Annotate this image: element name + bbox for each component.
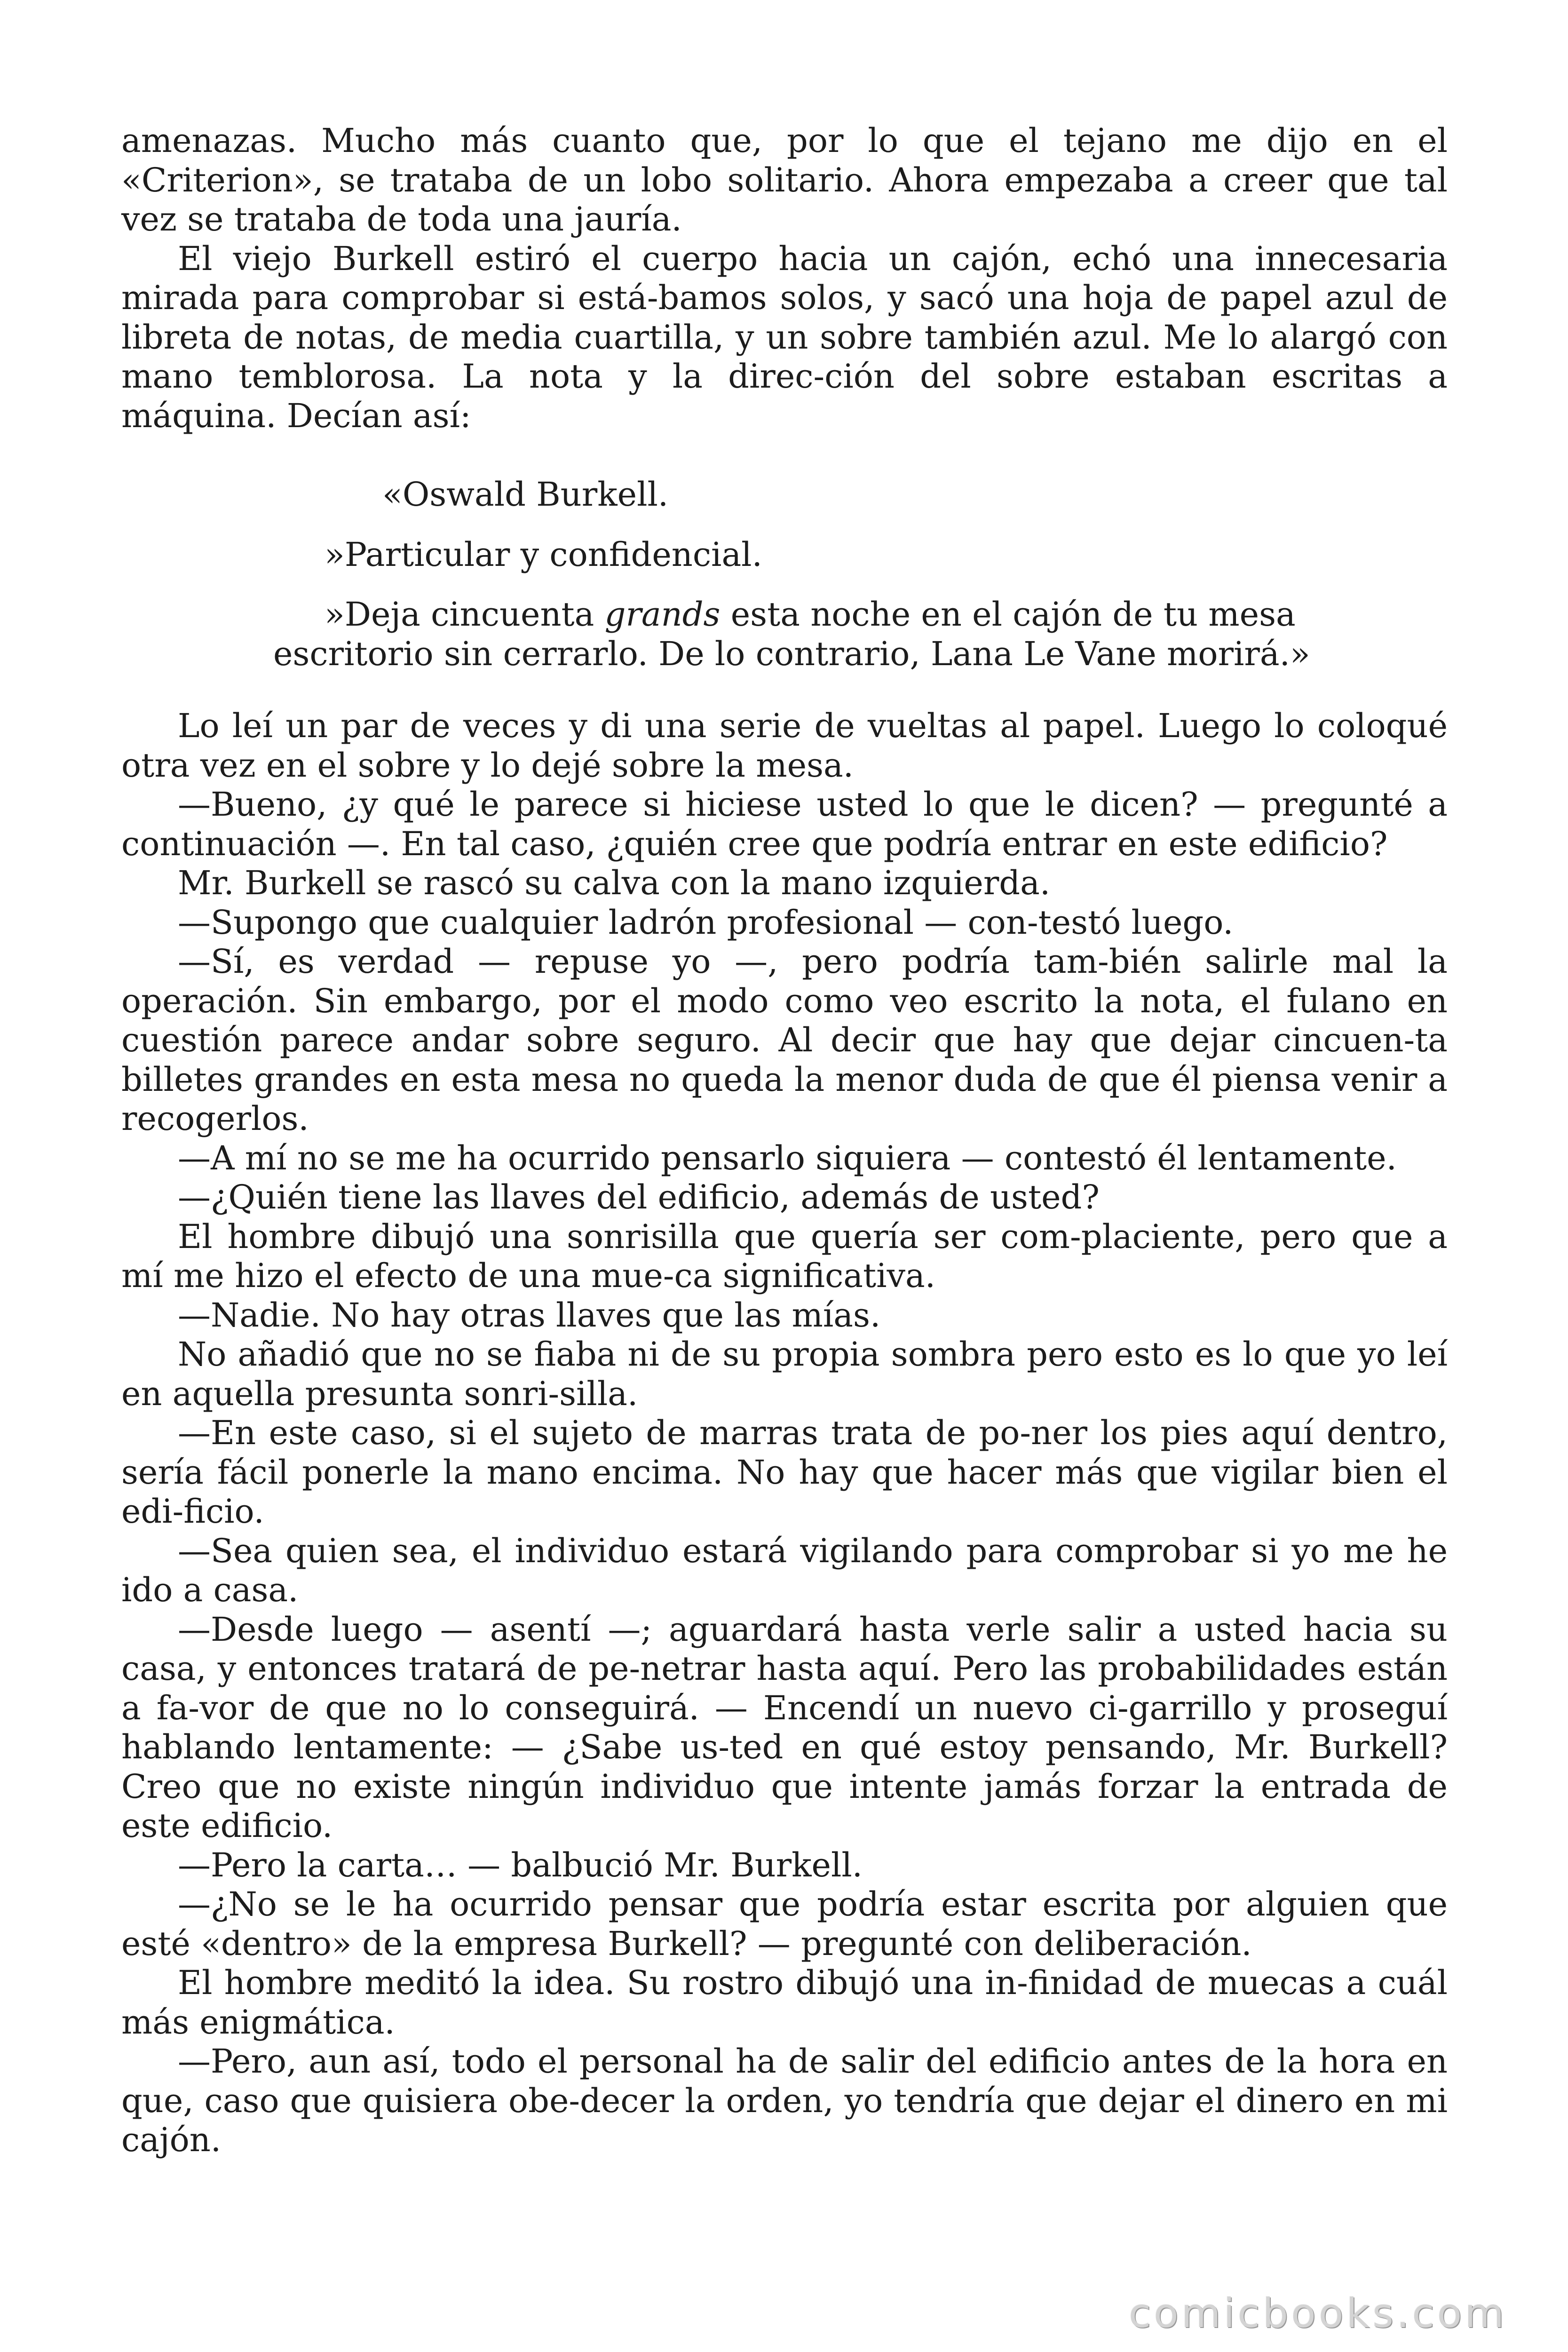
paragraph: —Pero, aun así, todo el personal ha de salir del edificio antes de la hora en que, caso que quisiera obe-decer la orden, yo tendría que dejar el dinero en mi cajón. [121, 2042, 1448, 2159]
letter-body-italic: grands [604, 595, 721, 634]
paragraph: —Sí, es verdad — repuse yo —, pero podría tam-bién salirle mal la operación. Sin embargo, por el modo como veo escrito la nota, el fulano en cuestión parece andar sobre seguro. Al decir que hay que dejar cincuen-ta billetes grandes en esta mesa no queda la menor duda de que él piensa venir a recogerlos. [121, 942, 1448, 1138]
paragraph: Mr. Burkell se rascó su calva con la mano izquierda. [178, 864, 1051, 902]
paragraph: No añadió que no se fiaba ni de su propia sombra pero esto es lo que yo leí en aquella presunta sonri-silla. [121, 1335, 1448, 1413]
paragraph: —Nadie. No hay otras llaves que las mías. [178, 1295, 881, 1335]
paragraph: —¿Quién tiene las llaves del edificio, además de usted? [178, 1178, 1100, 1216]
letter-body-start: »Deja cincuenta [325, 595, 605, 634]
paragraph: —Pero la carta… — balbució Mr. Burkell. [178, 1845, 863, 1884]
paragraph: El hombre meditó la idea. Su rostro dibujó una in-finidad de muecas a cuál más enigmática. [121, 1963, 1448, 2042]
paragraph: Lo leí un par de veces y di una serie de vueltas al papel. Luego lo coloqué otra vez en el sobre y lo dejé sobre la mesa. [121, 707, 1448, 785]
paragraph: —Desde luego — asentí —; aguardará hasta verle salir a usted hacia su casa, y entonces tratará de pe-netrar hasta aquí. Pero las probabilidades están a fa-vor de que no lo conseguirá. — Encendí un nuevo ci-garrillo y proseguí hablando lentamente: — ¿Sabe us-ted en qué estoy pensando, Mr. Burkell? Creo que no existe ningún individuo que intente jamás forzar la entrada de este edificio. [121, 1610, 1448, 1845]
watermark: comicbooks.com [1128, 2290, 1507, 2337]
quoted-letter [121, 475, 1448, 674]
paragraph: —Sea quien sea, el individuo estará vigilando para comprobar si yo me he ido a casa. [121, 1531, 1448, 1609]
paragraph: —Bueno, ¿y qué le parece si hiciese usted lo que le dicen? — pregunté a continuación —. En tal caso, ¿quién cree que podría entrar en este edificio? [121, 785, 1448, 863]
paragraph: El viejo Burkell estiró el cuerpo hacia un cajón, echó una innecesaria mirada para comprobar si está-bamos solos, y sacó una hoja de papel azul de libreta de notas, de media cuartilla, y un sobre también azul. Me lo alargó con mano temblorosa. La nota y la direc-ción del sobre estaban escritas a máquina. Decían así: [121, 239, 1448, 435]
book-page [121, 121, 1448, 2160]
paragraph: —En este caso, si el sujeto de marras trata de po-ner los pies aquí dentro, sería fácil ponerle la mano encima. No hay que hacer más que vigilar bien el edi-ficio. [121, 1414, 1448, 1531]
paragraph: amenazas. Mucho más cuanto que, por lo que el tejano me dijo en el «Criterion», se trataba de un lobo solitario. Ahora empezaba a creer que tal vez se trataba de toda una jauría. [121, 121, 1448, 238]
paragraph: El hombre dibujó una sonrisilla que quería ser com-placiente, pero que a mí me hizo el efecto de una mue-ca significativa. [121, 1217, 1448, 1295]
paragraph: —A mí no se me ha ocurrido pensarlo siquiera — contestó él lentamente. [178, 1138, 1397, 1177]
letter-body-end: esta noche en el cajón de tu mesa escritorio sin cerrarlo. De lo contrario, Lana Le Vane morirá.» [273, 595, 1310, 673]
letter-addressee: «Oswald Burkell. [382, 475, 669, 514]
letter-confidential-line: »Particular y confidencial. [325, 535, 762, 574]
letter-body [121, 595, 1448, 674]
paragraph: —Supongo que cualquier ladrón profesional — con-testó luego. [178, 903, 1234, 942]
paragraph: —¿No se le ha ocurrido pensar que podría estar escrita por alguien que esté «dentro» de la empresa Burkell? — pregunté con deliberación. [121, 1885, 1448, 1963]
